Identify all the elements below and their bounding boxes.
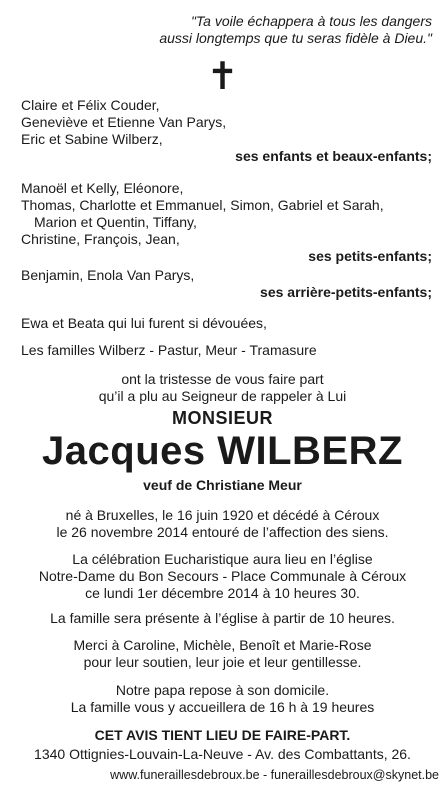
grandchildren-label: ses petits-enfants; [308, 248, 432, 264]
address-line: 1340 Ottignies-Louvain-La-Neuve - Av. des Combattants, 26. [34, 746, 411, 762]
ceremony-line-1: La célébration Eucharistique aura lieu en l’église [72, 551, 373, 567]
rest-line-1: Notre papa repose à son domicile. [115, 682, 330, 698]
families-line: Les familles Wilberz - Pastur, Meur - Tramasure [21, 342, 317, 358]
thanks-line-1: Merci à Caroline, Michèle, Benoît et Marie-Rose [73, 637, 372, 653]
birth-death-line-1: né à Bruxelles, le 16 juin 1920 et décédé à Céroux [65, 507, 380, 523]
notice-line: CET AVIS TIENT LIEU DE FAIRE-PART. [94, 727, 351, 743]
cross-icon: ✝ [206, 56, 239, 98]
deceased-title: MONSIEUR [171, 408, 273, 428]
quote-line-2: aussi longtemps que tu seras fidèle à Dieu." [159, 30, 432, 46]
children-label: ses enfants et beaux-enfants; [235, 148, 432, 164]
announcement-line-1: ont la tristesse de vous faire part [121, 371, 324, 387]
deceased-name: Jacques WILBERZ [42, 429, 403, 473]
ceremony-line-2: Notre-Dame du Bon Secours - Place Communale à Céroux [38, 568, 407, 584]
children-line-3: Eric et Sabine Wilberz, [21, 131, 163, 147]
ceremony-line-3: ce lundi 1er décembre 2014 à 10 heures 30. [85, 585, 360, 601]
family-presence-line: La famille sera présente à l’église à partir de 10 heures. [50, 610, 395, 626]
announcement-line-2: qu’il a plu au Seigneur de rappeler à Lui [98, 388, 347, 404]
grandchildren-line-4: Christine, François, Jean, [21, 231, 180, 247]
quote-line-1: "Ta voile échappera à tous les dangers [190, 13, 432, 29]
great-grandchildren-label: ses arrière-petits-enfants; [260, 284, 432, 300]
grandchildren-line-1: Manoël et Kelly, Eléonore, [21, 180, 184, 196]
grandchildren-line-2: Thomas, Charlotte et Emmanuel, Simon, Gabriel et Sarah, [21, 197, 384, 213]
grandchildren-line-3: Marion et Quentin, Tiffany, [34, 214, 197, 230]
thanks-line-2: pour leur soutien, leur joie et leur gentillesse. [83, 654, 362, 670]
caregivers-line: Ewa et Beata qui lui furent si dévouées, [21, 315, 267, 331]
birth-death-line-2: le 26 novembre 2014 entouré de l’affection des siens. [56, 524, 389, 540]
rest-line-2: La famille vous y accueillera de 16 h à 19 heures [70, 699, 375, 715]
contact-line: www.funeraillesdebroux.be - funeraillesdebroux@skynet.be [110, 768, 439, 782]
children-line-2: Geneviève et Etienne Van Parys, [21, 114, 227, 130]
great-grandchildren-line: Benjamin, Enola Van Parys, [21, 267, 195, 283]
widower-line: veuf de Christiane Meur [143, 477, 302, 493]
children-line-1: Claire et Félix Couder, [21, 97, 160, 113]
